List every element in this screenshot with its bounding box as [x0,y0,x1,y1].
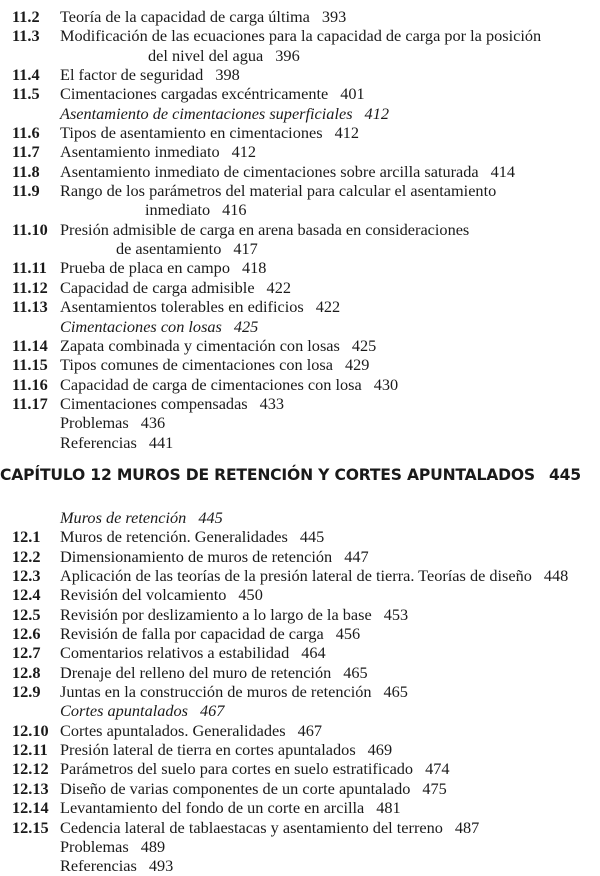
section-number: 11.12 [12,277,48,297]
page-number: 393 [321,7,347,26]
entry-text [148,46,300,65]
page-number: 453 [383,604,409,624]
entry-text [145,200,247,219]
section-title: Asentamiento inmediato [60,142,220,162]
toc-entry [0,566,600,585]
toc-entry [0,759,600,778]
toc-entry [0,26,600,45]
section-title: Aplicación de las teorías de la presión lateral de tierra. Teorías de diseño [60,566,532,586]
section-number: 12.10 [12,720,49,740]
section-title: Levantamiento del fondo de un corte en arcilla [60,798,365,818]
page-number: 414 [490,161,516,181]
entry-text [60,721,322,740]
section-number: 12.15 [12,817,49,837]
page-number: 418 [241,258,267,278]
page-number: 429 [344,355,370,375]
toc-entry [0,239,600,258]
toc-entry [0,605,600,624]
entry-text [60,181,508,200]
section-title: Capacidad de carga de cimentaciones con losa [60,374,362,394]
section-title: Revisión de falla por capacidad de carga [60,624,324,644]
toc-entry [0,7,600,26]
section-title: Dimensionamiento de muros de retención [60,546,333,566]
section-title: Cimentaciones compensadas [60,393,248,413]
toc-entry [0,46,600,65]
section-title: Presión lateral de tierra en cortes apuntalados [60,740,356,760]
page-number: 416 [222,200,247,220]
entry-text [60,779,447,798]
entry-text [60,433,173,452]
toc-entry [0,336,600,355]
page-number: 475 [422,778,447,798]
section-title: Comentarios relativos a estabilidad [60,643,290,663]
entry-text [60,220,481,239]
section-title: Revisión por deslizamiento a lo largo de la base [60,604,372,624]
section-number: 12.6 [12,624,41,644]
section-title: Drenaje del relleno del muro de retención [60,662,332,682]
entry-text [60,26,553,45]
section-number: 11.6 [12,123,40,143]
entry-text [60,759,450,778]
toc-entry [0,856,600,875]
page-number: 489 [140,836,166,856]
section-title: Muros de retención. Generalidades [60,527,288,547]
section-number: 12.9 [12,682,41,702]
section-title: Asentamientos tolerables en edificios [60,297,304,317]
toc-entry [0,375,600,394]
section-number: 12.4 [12,585,41,605]
entry-text [60,162,515,181]
entry-text [60,84,365,103]
section-title: Rango de los parámetros del material para calcular el asentamiento [60,181,497,201]
entry-text [60,297,340,316]
toc-entry [0,682,600,701]
section-number: 11.4 [12,65,40,85]
section-title: Parámetros del suelo para cortes en suelo estratificado [60,759,414,779]
section-number: 11.14 [12,335,48,355]
toc-chapter-12-entries [0,508,600,876]
page-number: 450 [238,585,263,605]
toc-entry [0,65,600,84]
entry-text [60,643,326,662]
section-title: Cortes apuntalados. Generalidades [60,720,286,740]
section-title: Muros de retención [60,508,187,527]
page-number: 445 [299,527,325,547]
toc-entry [0,527,600,546]
toc-entry [0,721,600,740]
page-number: 474 [425,759,450,779]
section-title: El factor de seguridad [60,65,204,85]
entry-text [60,701,224,720]
page-number: 425 [351,335,377,355]
section-number: 12.7 [12,643,41,663]
section-number: 11.2 [12,7,40,26]
toc-entry [0,663,600,682]
entry-text [60,123,359,142]
section-number: 11.3 [12,26,40,46]
toc-entry [0,508,600,527]
entry-text [60,508,223,527]
section-title: de asentamiento [116,239,222,259]
page-number: 441 [148,432,174,452]
toc-entry [0,818,600,837]
toc-entry [0,394,600,413]
section-title: Capacidad de carga admisible [60,277,255,297]
entry-text [60,682,408,701]
section-title: Problemas [60,413,129,433]
section-title: Cimentaciones con losas [60,316,222,336]
toc-entry [0,123,600,142]
page-number: 465 [343,662,368,682]
entry-text [60,355,369,374]
section-title: Referencias [60,856,137,876]
toc-entry [0,798,600,817]
entry-text [116,239,258,258]
section-number: 11.9 [12,181,40,201]
section-number: 12.2 [12,546,41,566]
toc-chapter-11-entries [0,7,600,452]
page-number: 422 [315,297,341,317]
section-title: Problemas [60,836,129,856]
entry-text [60,278,291,297]
section-number: 12.8 [12,662,41,682]
section-number: 11.11 [12,258,47,278]
page-number: 412 [364,103,389,123]
section-number: 12.5 [12,604,41,624]
entry-text [60,394,284,413]
section-number: 12.1 [12,527,41,547]
toc-entry [0,297,600,316]
page-number: 487 [454,817,480,837]
page-number: 398 [215,65,240,85]
toc-entry [0,643,600,662]
entry-text [60,624,360,643]
page-number: 445 [198,508,223,527]
page-number: 467 [200,701,225,721]
entry-text [60,142,256,161]
toc-entry [0,278,600,297]
section-title: Tipos comunes de cimentaciones con losa [60,355,333,375]
toc-entry [0,200,600,219]
entry-text [60,7,346,26]
section-title: Referencias [60,432,137,452]
page-number: 469 [367,740,393,760]
page-number: 436 [140,413,166,433]
toc-entry [0,624,600,643]
section-title: Juntas en la construcción de muros de retención [60,682,372,702]
section-number: 12.11 [12,740,48,760]
section-number: 12.13 [12,778,49,798]
toc-entry [0,84,600,103]
section-number: 11.15 [12,355,48,375]
section-title: Modificación de las ecuaciones para la capacidad de carga por la posición [60,26,542,46]
section-number: 11.16 [12,374,48,394]
section-title: Zapata combinada y cimentación con losas [60,335,340,355]
page-number: 425 [233,316,259,336]
page-number: 412 [231,142,257,162]
section-title: Tipos de asentamiento en cimentaciones [60,123,323,143]
section-title: inmediato [145,200,211,220]
section-number: 11.7 [12,142,40,162]
toc-entry [0,413,600,432]
entry-text [60,585,263,604]
page-number: 465 [383,682,408,702]
page-number: 447 [344,546,369,566]
toc-entry [0,258,600,277]
section-title: Prueba de placa en campo [60,258,230,278]
entry-text [60,336,376,355]
section-title: Cedencia lateral de tablaestacas y asentamiento del terreno [60,817,443,837]
entry-text [60,317,258,336]
section-number: 11.13 [12,297,48,317]
entry-text [60,258,266,277]
entry-text [60,798,401,817]
section-title: Revisión del volcamiento [60,585,227,605]
toc-entry [0,779,600,798]
page-number: 396 [275,45,300,65]
page-number: 417 [233,239,258,259]
section-title: Cimentaciones cargadas excéntricamente [60,84,329,104]
section-title: Asentamiento inmediato de cimentaciones sobre arcilla saturada [60,161,479,181]
entry-text [60,856,173,875]
section-title: Presión admisible de carga en arena basada en consideraciones [60,219,470,239]
section-title: Cortes apuntalados [60,701,189,721]
page-number: 430 [373,374,399,394]
entry-text [60,413,165,432]
toc-entry [0,547,600,566]
toc-entry [0,433,600,452]
section-number: 12.3 [12,566,41,586]
section-number: 11.10 [12,219,48,239]
section-number: 12.14 [12,798,49,818]
section-title: del nivel del agua [148,45,264,65]
page-number: 481 [376,798,401,818]
page-number: 422 [266,277,291,297]
toc-entry [0,162,600,181]
toc-entry [0,701,600,720]
toc-entry [0,837,600,856]
section-title: Diseño de varias componentes de un corte apuntalado [60,778,411,798]
page-number: 467 [297,720,323,740]
toc-entry [0,142,600,161]
page-number: 456 [335,624,361,644]
entry-text [60,104,389,123]
section-number: 11.5 [12,84,40,104]
toc-entry [0,220,600,239]
toc-entry [0,317,600,336]
entry-text [60,837,165,856]
toc-entry [0,181,600,200]
page-number: 401 [340,84,365,104]
page-number: 464 [301,643,326,663]
toc-entry [0,740,600,759]
page-number: 412 [334,123,359,143]
section-title: Teoría de la capacidad de carga última [60,7,310,26]
chapter-12-heading [0,465,581,485]
section-title: Asentamiento de cimentaciones superficiales [60,103,353,123]
section-number: 11.17 [12,393,48,413]
page-number: 493 [148,856,174,876]
entry-text [60,547,369,566]
entry-text [60,605,408,624]
entry-text [60,65,240,84]
entry-text [60,566,568,585]
section-number: 11.8 [12,161,40,181]
section-number: 12.12 [12,759,49,779]
page-number: 433 [259,393,285,413]
entry-text [60,663,368,682]
entry-text [60,818,479,837]
toc-entry [0,355,600,374]
chapter-page: 445 [548,466,581,484]
entry-text [60,527,324,546]
chapter-title: CAPÍTULO 12 MUROS DE RETENCIÓN Y CORTES APUNTALADOS [0,466,535,484]
toc-entry [0,585,600,604]
entry-text [60,375,398,394]
page-number: 448 [543,566,569,586]
entry-text [60,740,392,759]
toc-entry [0,104,600,123]
